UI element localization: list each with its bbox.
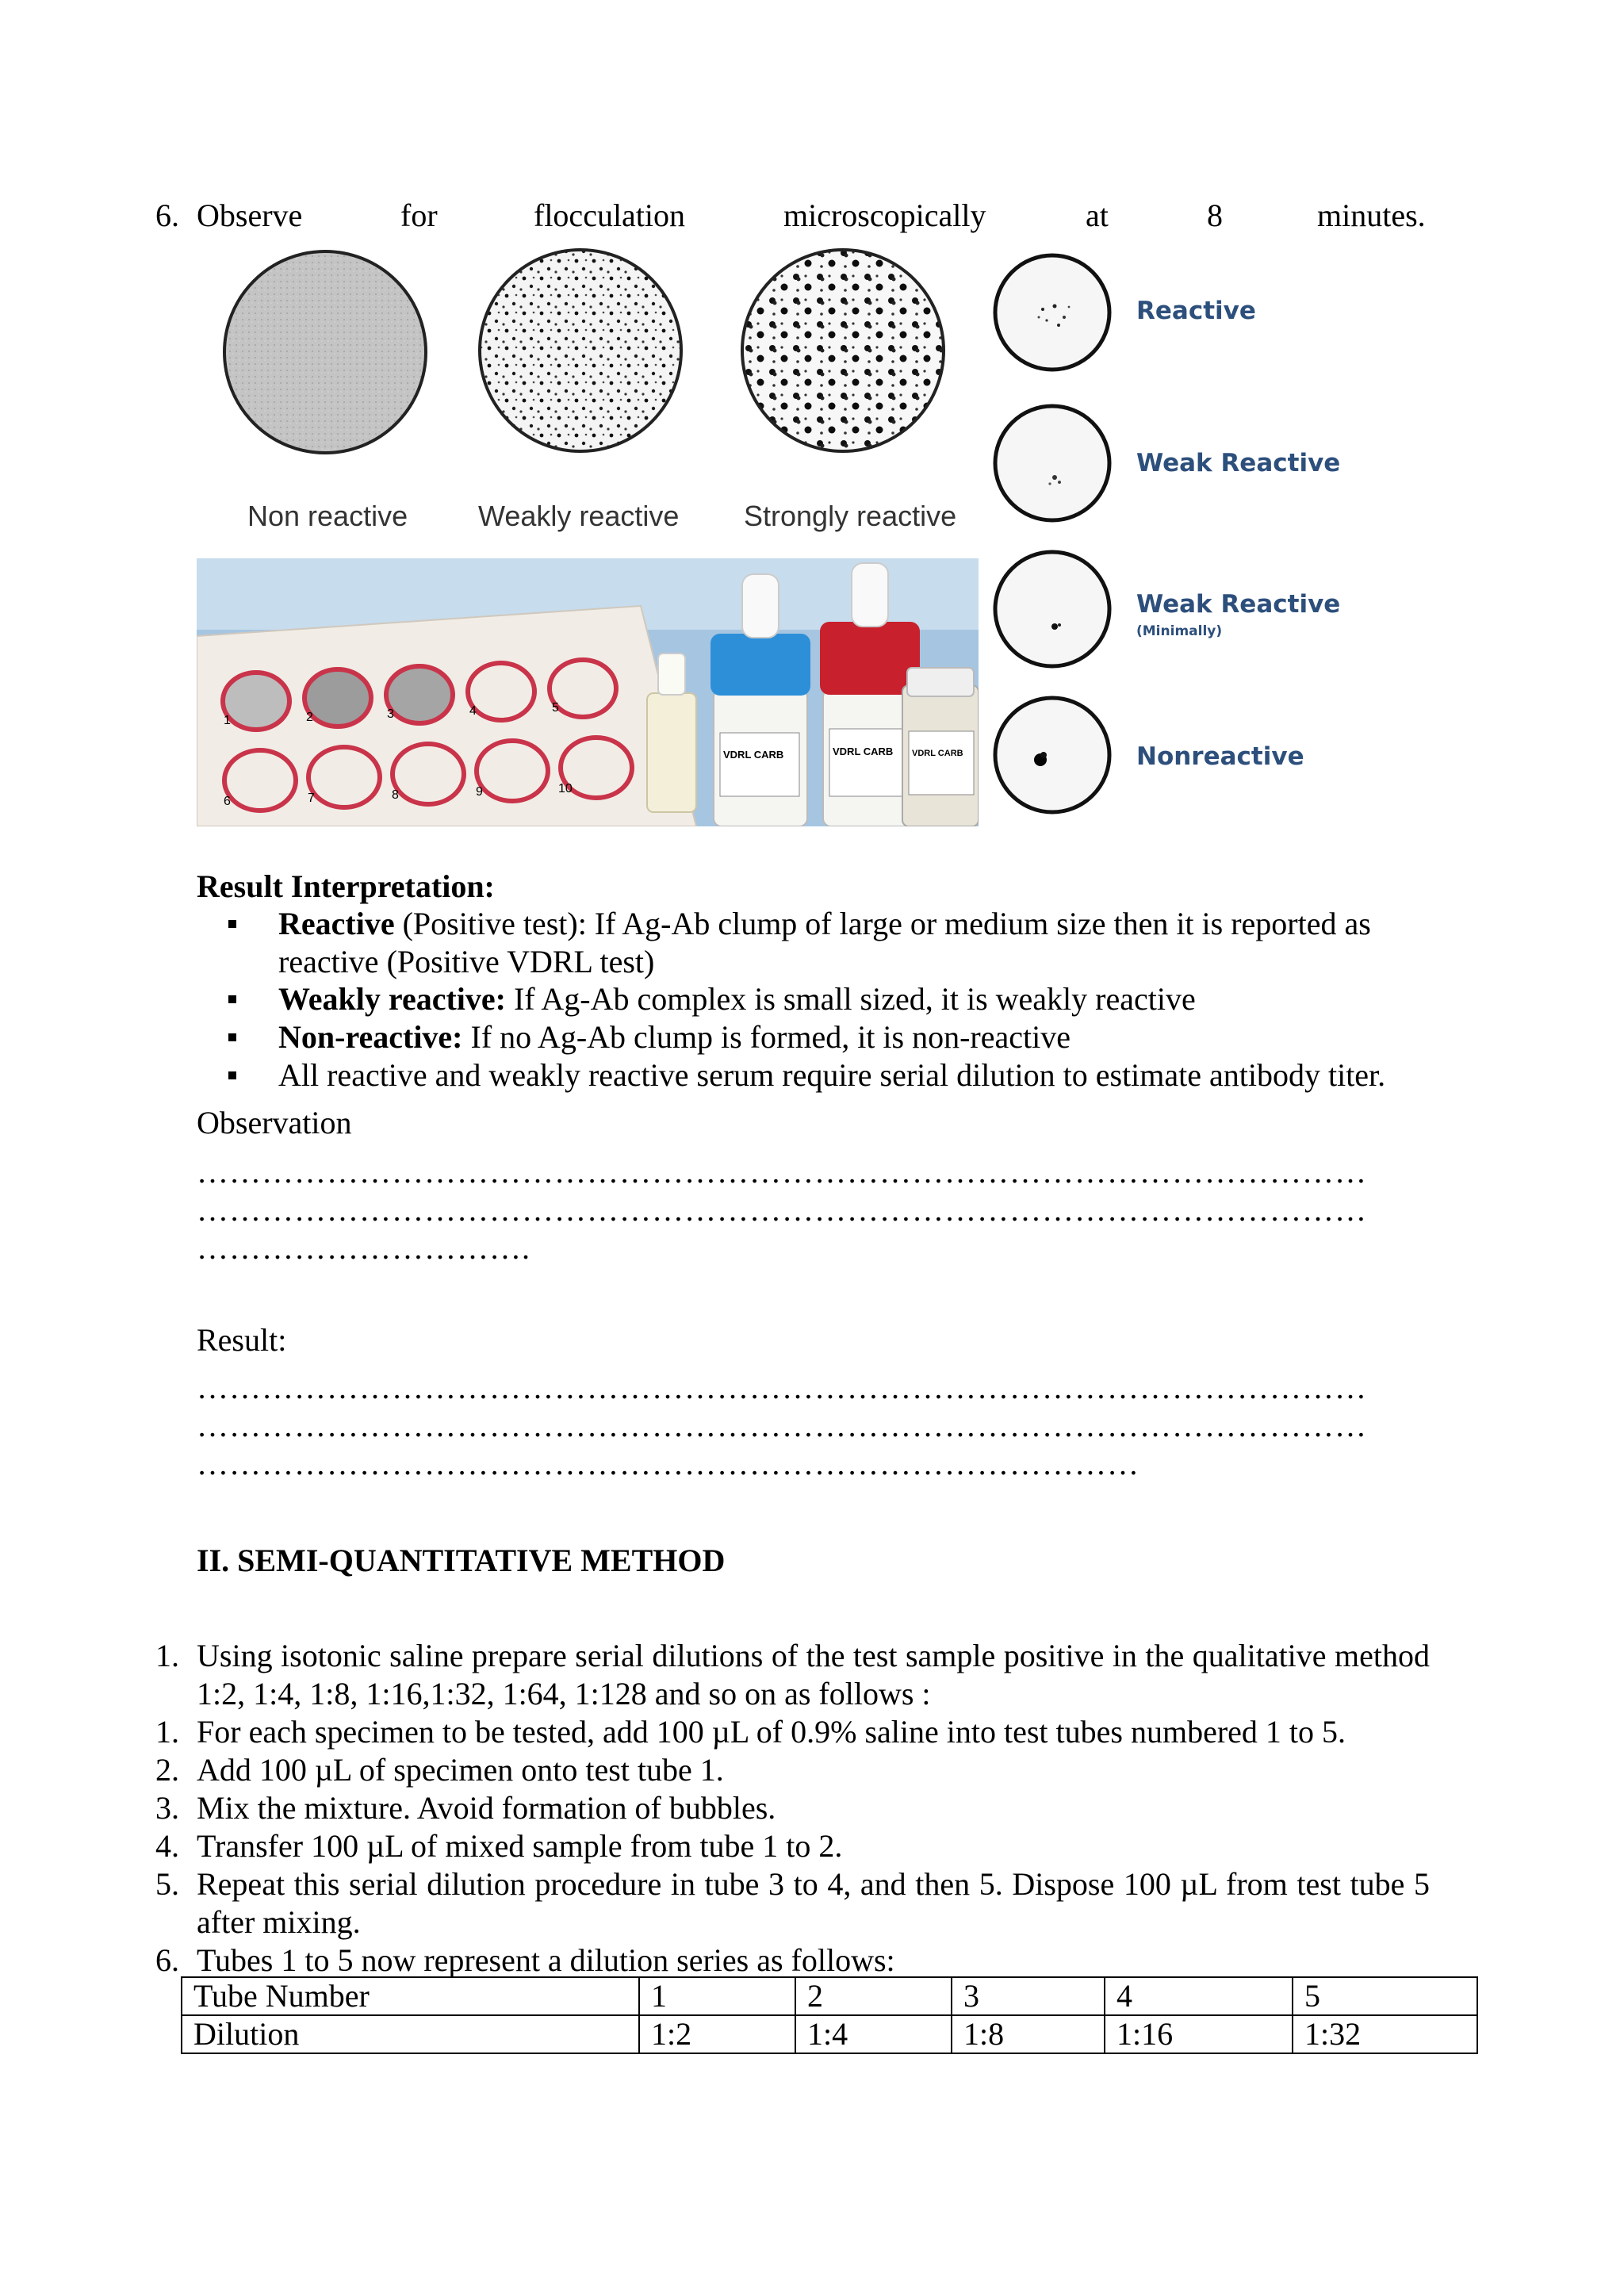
card-number: 5 [552,701,559,715]
step6-word: 8 [1207,197,1223,233]
bullet-marker [228,920,236,928]
dilution-table [181,1976,1478,2054]
label-weakly-reactive: Weakly reactive [478,500,680,532]
table-cell: 1 [639,1977,795,2015]
step6-word: for [400,197,438,233]
label-non-reactive: Non reactive [247,500,408,532]
bullet-text: If no Ag-Ab clump is formed, it is non-reactive [462,1019,1071,1055]
table-cell: 3 [952,1977,1105,2015]
step6-word: minutes. [1317,197,1426,233]
step-number: 4. [155,1828,179,1864]
step-number: 2. [155,1752,179,1788]
step-number: 1. [155,1638,179,1673]
bullet-text: All reactive and weakly reactive serum require serial dilution to estimate antibody titer. [278,1057,1386,1093]
observation-label: Observation [197,1105,352,1140]
table-row [182,1977,1477,2015]
step-number: 6. [155,1942,179,1978]
card-number: 4 [469,704,477,718]
bullet-text: If Ag-Ab complex is small sized, it is weakly reactive [505,981,1196,1017]
bottle-label: VDRL CARB [723,749,784,761]
card-number: 10 [558,782,573,795]
interpretation-bullet [278,1018,1436,1056]
vdrl-kit-graphic [197,558,979,826]
table-cell: 5 [1293,1977,1477,2015]
result-interpretation-heading: Result Interpretation: [197,868,495,904]
bullet-bold: Weakly reactive: [278,981,506,1017]
bullet-bold: Non-reactive: [278,1019,463,1055]
step-number: 5. [155,1866,179,1902]
interpretation-bullet [278,1056,1436,1094]
card-number: 6 [224,795,231,808]
table-cell: 1:8 [952,2015,1105,2053]
scale-label-nonreactive: Nonreactive [1136,742,1304,771]
reactivity-circles-graphic [991,247,1404,818]
procedure-step: Using isotonic saline prepare serial dilutions of the test sample positive in the qualitative method 1:2, 1:4, 1:8, 1:16,1:32, 1:64, 1:128 and so on as follows : [197,1638,1430,1711]
table-row [182,2015,1477,2053]
bullet-bold: Reactive [278,906,395,941]
step6-word: flocculation [534,197,686,233]
card-number: 3 [387,707,394,721]
observation-line: ……………………………………………………………………………………………… [197,1154,1367,1190]
procedure-step: Add 100 µL of specimen onto test tube 1. [197,1752,724,1788]
result-line: ……………………………………………………………………………………………… [197,1370,1367,1405]
bullet-marker [228,1071,236,1079]
label-strongly-reactive: Strongly reactive [744,500,957,532]
step-number: 1. [155,1714,179,1750]
scale-label-weak-reactive-minimal: Weak Reactive [1136,590,1341,619]
bullet-marker [228,995,236,1003]
table-cell: Dilution [182,2015,639,2053]
scale-label-reactive: Reactive [1136,297,1256,325]
procedure-step: Transfer 100 µL of mixed sample from tube 1 to 2. [197,1828,843,1864]
card-number: 9 [476,785,483,799]
procedure-step: Mix the mixture. Avoid formation of bubbles. [197,1790,776,1826]
result-label: Result: [197,1322,287,1358]
table-cell: 4 [1105,1977,1293,2015]
card-number: 8 [392,788,399,802]
bullet-text: (Positive test): If Ag-Ab clump of large or medium size then it is reported as reactive (Positive VDRL test) [278,906,1371,979]
step-number: 3. [155,1790,179,1826]
table-cell: 1:4 [795,2015,952,2053]
result-line: …………………………………………………………………………… [197,1446,1139,1481]
observation-line: …………………………. [197,1230,530,1266]
flocculation-figure [197,247,979,555]
step6-word: at [1086,197,1109,233]
bottle-label: VDRL CARB [912,749,963,758]
interpretation-bullet [278,905,1436,981]
table-cell: 1:32 [1293,2015,1477,2053]
result-line: ……………………………………………………………………………………………… [197,1408,1367,1443]
step-number: 6. [155,197,179,233]
step6-word: microscopically [783,197,986,233]
table-cell: 2 [795,1977,952,2015]
scale-sublabel-minimally: (Minimally) [1136,623,1223,639]
interpretation-bullet [278,980,1436,1018]
table-cell: Tube Number [182,1977,639,2015]
bottle-label: VDRL CARB [833,746,894,757]
table-cell: 1:2 [639,2015,795,2053]
vdrl-kit-photo [197,558,979,826]
card-number: 1 [224,714,231,727]
observation-line: ……………………………………………………………………………………………… [197,1192,1367,1228]
card-number: 7 [308,792,315,805]
card-number: 2 [306,711,313,724]
section-heading: II. SEMI-QUANTITATIVE METHOD [197,1543,726,1578]
procedure-step: For each specimen to be tested, add 100 µL of 0.9% saline into test tubes numbered 1 to 5. [197,1714,1346,1750]
bullet-marker [228,1033,236,1041]
scale-label-weak-reactive: Weak Reactive [1136,449,1341,477]
step6-word: Observe [197,197,303,233]
procedure-step: Repeat this serial dilution procedure in tube 3 to 4, and then 5. Dispose 100 µL from test tube 5 after mixing. [197,1866,1430,1940]
reactivity-scale-figure [991,247,1404,818]
table-cell: 1:16 [1105,2015,1293,2053]
procedure-step: Tubes 1 to 5 now represent a dilution series as follows: [197,1942,895,1978]
